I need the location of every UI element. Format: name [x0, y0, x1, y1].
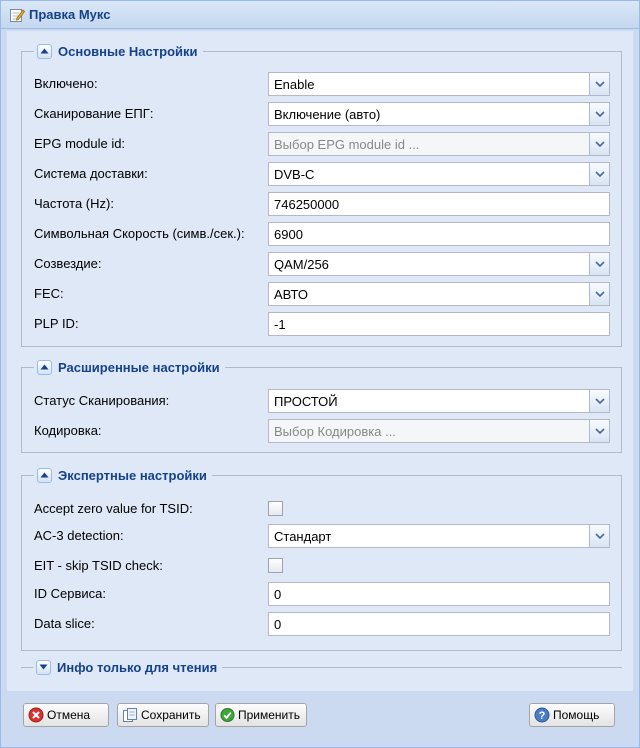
charset-combo[interactable] — [268, 419, 610, 443]
fieldset-readonly-title: Инфо только для чтения — [57, 659, 218, 675]
chevron-down-icon — [595, 111, 605, 117]
field-label: Система доставки: — [34, 166, 148, 181]
combo-value: Стандарт — [274, 529, 332, 544]
fieldset-advanced — [21, 359, 622, 453]
fieldset-advanced-legend — [34, 358, 225, 376]
constellation-combo[interactable] — [268, 252, 610, 276]
combo-value: АВТО — [274, 287, 308, 302]
help-button[interactable] — [529, 703, 615, 727]
triangle-up-icon — [40, 364, 49, 370]
triangle-up-icon — [40, 472, 49, 478]
plp-id-input[interactable] — [268, 312, 610, 336]
field-label: Accept zero value for TSID: — [34, 501, 193, 516]
dropdown-trigger[interactable] — [589, 390, 609, 412]
chevron-down-icon — [595, 261, 605, 267]
chevron-down-icon — [595, 428, 605, 434]
epg-scan-combo[interactable] — [268, 102, 610, 126]
combo-value: DVB-C — [274, 167, 315, 182]
input-value: 0 — [274, 617, 282, 632]
fieldset-basic-legend — [34, 42, 203, 60]
field-label: Кодировка: — [34, 423, 102, 438]
field-label: Data slice: — [34, 616, 95, 631]
dropdown-trigger[interactable] — [589, 103, 609, 125]
field-row-constellation — [34, 252, 610, 276]
frequency-input[interactable] — [268, 192, 610, 216]
field-label: Созвездие: — [34, 256, 102, 271]
combo-placeholder: Выбор EPG module id ... — [274, 137, 420, 152]
accept-zero-tsid-checkbox[interactable] — [268, 501, 283, 516]
cancel-button-label: Отмена — [47, 708, 91, 722]
dropdown-trigger[interactable] — [589, 253, 609, 275]
eit-skip-tsid-checkbox[interactable] — [268, 558, 283, 573]
combo-placeholder: Выбор Кодировка ... — [274, 424, 396, 439]
field-row-plp-id — [34, 312, 610, 336]
fieldset-readonly — [21, 659, 622, 675]
fieldset-basic-title: Основные Настройки — [58, 43, 198, 59]
triangle-up-icon — [40, 48, 49, 54]
field-row-epg-scan — [34, 102, 610, 126]
triangle-down-icon — [39, 664, 48, 670]
field-label: EIT - skip TSID check: — [34, 558, 163, 573]
symbol-rate-input[interactable] — [268, 222, 610, 246]
service-id-input[interactable] — [268, 582, 610, 606]
field-label: Сканирование ЕПГ: — [34, 106, 154, 121]
field-row-delivery-system — [34, 162, 610, 186]
field-row-enabled — [34, 72, 610, 96]
field-row-frequency — [34, 192, 610, 216]
field-label: FEC: — [34, 286, 64, 301]
delivery-system-combo[interactable] — [268, 162, 610, 186]
dropdown-trigger[interactable] — [589, 525, 609, 547]
fieldset-expert — [21, 467, 622, 651]
button-bar — [1, 695, 639, 747]
enabled-combo[interactable] — [268, 72, 610, 96]
combo-value: Enable — [274, 77, 315, 92]
data-slice-input[interactable] — [268, 612, 610, 636]
field-row-data-slice — [34, 612, 610, 636]
dropdown-trigger[interactable] — [589, 420, 609, 442]
field-label: ID Сервиса: — [34, 586, 106, 601]
field-label: AC-3 detection: — [34, 528, 124, 543]
fieldset-advanced-title: Расширенные настройки — [58, 359, 220, 375]
dropdown-trigger[interactable] — [589, 163, 609, 185]
field-row-charset — [34, 419, 610, 443]
field-label: Частота (Hz): — [34, 196, 114, 211]
help-button-label: Помощь — [553, 708, 600, 722]
field-label: EPG module id: — [34, 136, 126, 151]
input-value: 746250000 — [274, 197, 340, 212]
collapse-toggle-advanced[interactable] — [37, 360, 52, 375]
input-value: -1 — [274, 317, 286, 332]
chevron-down-icon — [595, 171, 605, 177]
field-row-epg-module — [34, 132, 610, 156]
apply-button-label: Применить — [237, 708, 300, 722]
field-row-fec — [34, 282, 610, 306]
svg-text:?: ? — [538, 710, 546, 722]
apply-icon — [220, 707, 235, 723]
window-titlebar[interactable] — [1, 1, 639, 29]
fieldset-readonly-legend — [33, 658, 222, 676]
collapse-toggle-expert[interactable] — [37, 468, 52, 483]
combo-value: ПРОСТОЙ — [274, 394, 338, 409]
field-row-eit-skip-tsid — [34, 554, 610, 578]
apply-button[interactable] — [215, 703, 307, 727]
input-value: 6900 — [274, 227, 303, 242]
field-row-scan-status — [34, 389, 610, 413]
save-button[interactable] — [117, 703, 209, 727]
cancel-icon — [28, 707, 44, 723]
cancel-button[interactable] — [23, 703, 109, 727]
edit-icon — [9, 7, 25, 23]
epg-module-combo[interactable] — [268, 132, 610, 156]
save-icon — [122, 707, 138, 723]
chevron-down-icon — [595, 291, 605, 297]
field-label: Статус Сканирования: — [34, 393, 170, 408]
field-row-service-id — [34, 582, 610, 606]
ac3-detection-combo[interactable] — [268, 524, 610, 548]
fec-combo[interactable] — [268, 282, 610, 306]
window-title: Правка Мукс — [29, 7, 111, 22]
scan-status-combo[interactable] — [268, 389, 610, 413]
fieldset-basic — [21, 43, 622, 347]
form-body — [7, 31, 633, 691]
fieldset-expert-title: Экспертные настройки — [58, 467, 207, 483]
dropdown-trigger[interactable] — [589, 283, 609, 305]
combo-value: Включение (авто) — [274, 107, 381, 122]
combo-value: QAM/256 — [274, 257, 329, 272]
field-row-ac3-detection — [34, 524, 610, 548]
save-button-label: Сохранить — [141, 708, 201, 722]
field-row-accept-zero-tsid — [34, 497, 610, 521]
dropdown-trigger[interactable] — [589, 133, 609, 155]
field-label: Включено: — [34, 76, 98, 91]
fieldset-expert-legend — [34, 466, 212, 484]
help-icon — [534, 707, 550, 723]
collapse-toggle-basic[interactable] — [37, 44, 52, 59]
field-row-symbol-rate — [34, 222, 610, 246]
chevron-down-icon — [595, 141, 605, 147]
field-label: PLP ID: — [34, 316, 79, 331]
dropdown-trigger[interactable] — [589, 73, 609, 95]
input-value: 0 — [274, 587, 282, 602]
field-label: Символьная Скорость (симв./сек.): — [34, 226, 245, 241]
chevron-down-icon — [595, 81, 605, 87]
chevron-down-icon — [595, 398, 605, 404]
chevron-down-icon — [595, 533, 605, 539]
expand-toggle-readonly[interactable] — [36, 660, 51, 675]
